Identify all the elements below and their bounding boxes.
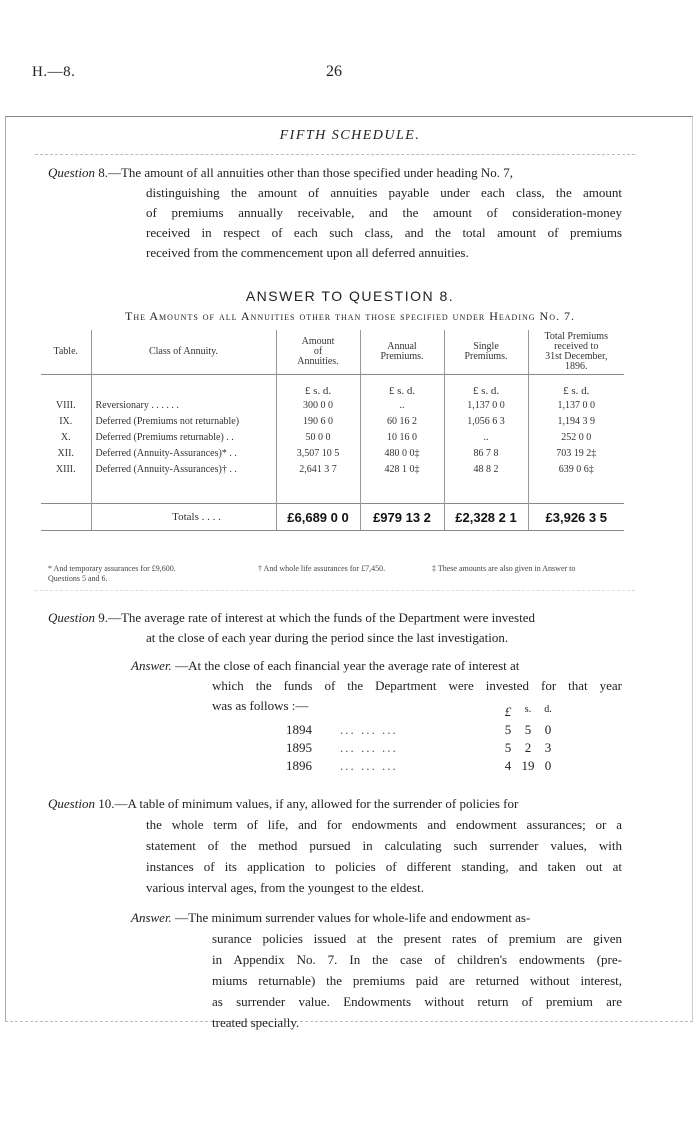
cell-single: 1,137 0 0 xyxy=(444,397,528,413)
table-header-row xyxy=(41,330,624,375)
footnote-star xyxy=(48,564,176,584)
rate-row xyxy=(286,758,626,776)
question-9-line-2: at the close of each year during the period since the last investigation. xyxy=(146,630,509,645)
rate-pounds: 4 xyxy=(504,758,512,773)
question-8-line-2: distinguishing the amount of annuities payable under each class, the amount xyxy=(146,185,622,200)
col-header-amount-1: Amount xyxy=(301,336,335,347)
answer-10-label: Answer. xyxy=(131,910,172,925)
cell-amount: 190 6 0 xyxy=(276,413,360,429)
col-header-amount-3: Annuities. xyxy=(297,356,339,367)
rate-year: 1896 xyxy=(286,758,312,773)
col-header-total-2: received to xyxy=(554,341,599,352)
col-header-amount-2: of xyxy=(313,346,323,357)
cell-total: 1,137 0 0 xyxy=(528,397,624,413)
col-header-amount xyxy=(276,330,360,375)
col-header-total-1: Total Premiums xyxy=(544,331,608,342)
cell-single: 48 8 2 xyxy=(444,461,528,477)
col-header-single-2: Premiums. xyxy=(464,351,508,362)
cell-class: Deferred (Premiums returnable) . . xyxy=(91,429,276,445)
table-row xyxy=(41,461,624,477)
units-row xyxy=(41,375,624,398)
cell-total: 703 19 2‡ xyxy=(528,445,624,461)
cell-annual: .. xyxy=(360,397,444,413)
col-header-single xyxy=(444,330,528,375)
cell-table: X. xyxy=(60,431,71,443)
cell-single: 86 7 8 xyxy=(444,445,528,461)
rate-dots: ... ... ... xyxy=(340,758,398,773)
page-number: 26 xyxy=(326,63,342,80)
cell-amount: 3,507 10 5 xyxy=(276,445,360,461)
question-9-line-1 xyxy=(48,608,622,628)
cell-annual: 60 16 2 xyxy=(360,413,444,429)
cell-table: XII. xyxy=(57,447,74,459)
footnote-divider xyxy=(35,590,635,591)
cell-class: Deferred (Premiums not returnable) xyxy=(91,413,276,429)
col-header-annual xyxy=(360,330,444,375)
question-8-line-5: received from the commencement upon all deferred annuities. xyxy=(146,245,469,260)
question-10-text-1: 10.—A table of minimum values, if any, allowed for the surrender of policies for xyxy=(98,796,519,811)
answer-10-line-6: treated specially. xyxy=(212,1015,300,1030)
rate-row xyxy=(286,722,626,740)
rate-unit-pence: d. xyxy=(544,704,552,715)
answer-9-line-3: was as follows :— xyxy=(212,698,309,713)
totals-label: Totals . . . . xyxy=(91,504,276,531)
question-9-text-1: 9.—The average rate of interest at which the funds of the Department were invested xyxy=(98,610,535,625)
header-reference: H.—8. xyxy=(32,64,76,80)
answer-10-line-3: in Appendix No. 7. In the case of children's endowments (pre- xyxy=(212,952,622,967)
question-10-label: Question xyxy=(48,796,95,811)
cell-annual: 10 16 0 xyxy=(360,429,444,445)
rate-row xyxy=(286,740,626,758)
table-row xyxy=(41,397,624,413)
col-header-table: Table. xyxy=(41,330,91,375)
col-header-total xyxy=(528,330,624,375)
footnote-dagger: † And whole life assurances for £7,450. xyxy=(258,564,386,573)
cell-class: Deferred (Annuity-Assurances)* . . xyxy=(91,445,276,461)
totals-annual: £979 13 2 xyxy=(360,504,444,531)
answer-8-subheading: The Amounts of all Annuities other than those specified under Heading No. 7. xyxy=(125,309,575,323)
answer-10-text-1: —The minimum surrender values for whole-life and endowment as- xyxy=(175,910,531,925)
cell-table: VIII. xyxy=(55,399,76,411)
cell-annual: 428 1 0‡ xyxy=(360,461,444,477)
rate-pounds: 5 xyxy=(504,722,512,737)
footnote-star-line-1: * And temporary assurances for £9,600. xyxy=(48,564,176,573)
answer-10-line-4: miums returnable) the premiums paid are returned without interest, xyxy=(212,973,622,988)
rate-pence: 0 xyxy=(544,722,552,737)
cell-amount: 2,641 3 7 xyxy=(276,461,360,477)
col-header-class: Class of Annuity. xyxy=(91,330,276,375)
units-amount: £ s. d. xyxy=(276,375,360,398)
col-header-single-1: Single xyxy=(473,341,499,352)
col-header-total-4: 1896. xyxy=(565,361,588,372)
question-8-label: Question xyxy=(48,165,95,180)
units-single: £ s. d. xyxy=(444,375,528,398)
title-divider xyxy=(35,154,635,155)
question-9-label: Question xyxy=(48,610,95,625)
frame-bottom-rule xyxy=(5,1021,693,1022)
question-8-line-4: received in respect of each such class, and the total amount of premiums xyxy=(146,225,622,240)
units-total: £ s. d. xyxy=(528,375,624,398)
cell-class: Reversionary . . . . . . xyxy=(91,397,276,413)
answer-9-line-2: which the funds of the Department were invested for that year xyxy=(212,678,622,693)
rate-pence: 3 xyxy=(544,740,552,755)
annuities-table xyxy=(41,330,624,531)
totals-amount: £6,689 0 0 xyxy=(276,504,360,531)
schedule-title: FIFTH SCHEDULE. xyxy=(279,128,421,143)
rate-pence: 0 xyxy=(544,758,552,773)
interest-rates xyxy=(286,700,626,780)
col-header-total-3: 31st December, xyxy=(545,351,608,362)
rate-dots: ... ... ... xyxy=(340,722,398,737)
rate-shillings: 19 xyxy=(521,758,535,773)
rate-unit-pounds: £ xyxy=(504,704,512,719)
answer-10-line-5: as surrender value. Endowments without return of premium are xyxy=(212,994,622,1009)
question-8-line-3: of premiums annually receivable, and the amount of consideration-money xyxy=(146,205,622,220)
cell-single: .. xyxy=(444,429,528,445)
table-row xyxy=(41,445,624,461)
cell-class: Deferred (Annuity-Assurances)† . . xyxy=(91,461,276,477)
totals-total: £3,926 3 5 xyxy=(528,504,624,531)
answer-9-line-1 xyxy=(131,656,622,676)
totals-row xyxy=(41,504,624,531)
question-8-text-1: 8.—The amount of all annuities other than those specified under heading No. 7, xyxy=(98,165,514,180)
question-10-line-3: statement of the method pursued in calculating such surrender values, with xyxy=(146,838,622,853)
question-10-line-4: instances of its application to policies of different standing, and taken out at xyxy=(146,859,622,874)
table-row xyxy=(41,413,624,429)
rate-shillings: 2 xyxy=(524,740,532,755)
rate-pounds: 5 xyxy=(504,740,512,755)
answer-10-line-1 xyxy=(131,908,622,928)
rate-unit-shillings: s. xyxy=(524,704,532,715)
cell-total: 639 0 6‡ xyxy=(528,461,624,477)
units-annual: £ s. d. xyxy=(360,375,444,398)
question-10-line-1 xyxy=(48,794,622,814)
cell-table: IX. xyxy=(59,415,73,427)
answer-9-text-1: —At the close of each financial year the average rate of interest at xyxy=(175,658,520,673)
answer-8-heading: ANSWER TO QUESTION 8. xyxy=(245,288,455,304)
cell-table: XIII. xyxy=(55,463,76,475)
col-header-annual-1: Annual xyxy=(387,341,417,352)
question-8-line-1 xyxy=(48,163,622,183)
cell-total: 1,194 3 9 xyxy=(528,413,624,429)
table-row xyxy=(41,429,624,445)
question-10-line-5: various interval ages, from the youngest to the eldest. xyxy=(146,880,424,895)
cell-annual: 480 0 0‡ xyxy=(360,445,444,461)
cell-amount: 300 0 0 xyxy=(276,397,360,413)
cell-single: 1,056 6 3 xyxy=(444,413,528,429)
question-10-line-2: the whole term of life, and for endowments and endowment assurances; or a xyxy=(146,817,622,832)
answer-9-label: Answer. xyxy=(131,658,172,673)
rate-year: 1894 xyxy=(286,722,312,737)
col-header-annual-2: Premiums. xyxy=(380,351,424,362)
cell-amount: 50 0 0 xyxy=(276,429,360,445)
cell-total: 252 0 0 xyxy=(528,429,624,445)
answer-10-line-2: surance policies issued at the present rates of premium are given xyxy=(212,931,622,946)
rate-year: 1895 xyxy=(286,740,312,755)
rate-dots: ... ... ... xyxy=(340,740,398,755)
footnote-ddagger: ‡ These amounts are also given in Answer to xyxy=(432,564,576,573)
totals-single: £2,328 2 1 xyxy=(444,504,528,531)
rate-shillings: 5 xyxy=(524,722,532,737)
footnote-star-line-2: Questions 5 and 6. xyxy=(48,574,108,583)
